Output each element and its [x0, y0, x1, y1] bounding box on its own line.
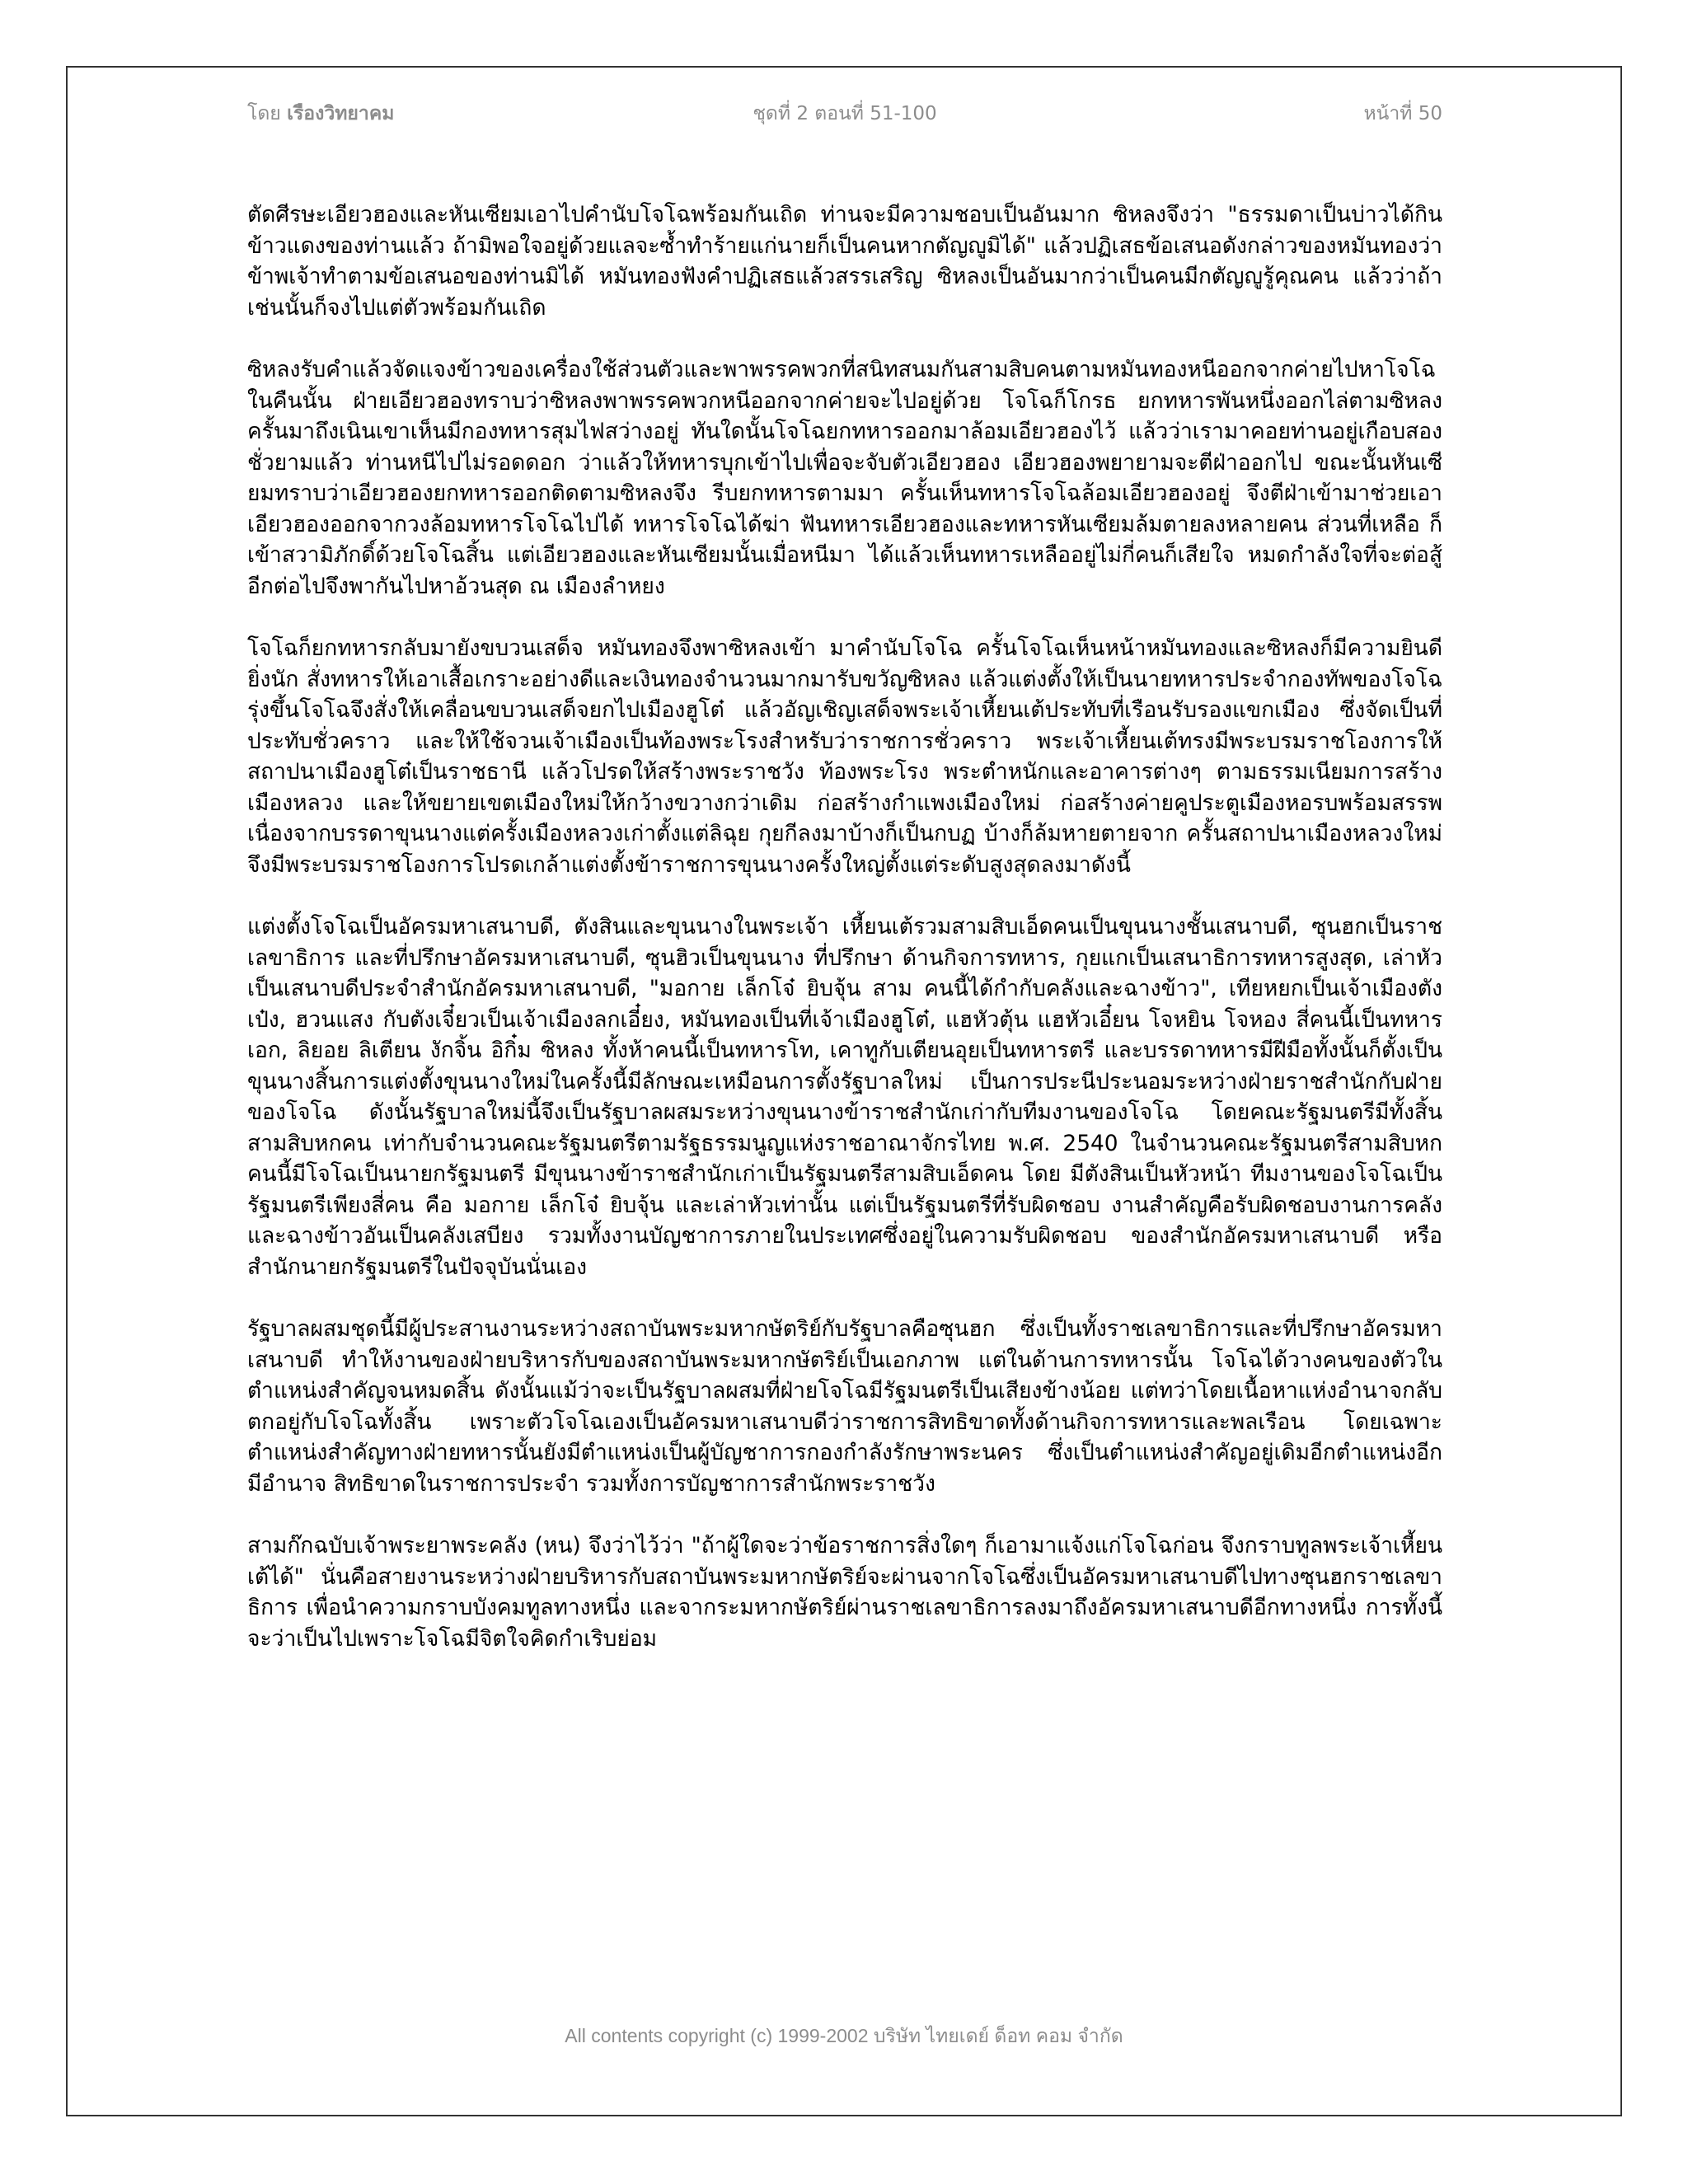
- series-label: ชุดที่ 2 ตอนที่ 51-100: [753, 103, 937, 124]
- paragraph-4: แต่งตั้งโจโฉเป็นอัครมหาเสนาบดี, ตังสินและขุนนางในพระเจ้า เหี้ยนเต้รวมสามสิบเอ็ดคนเป็นขุนนางชั้นเสนาบดี, ซุนฮกเป็นราชเลขาธิการ และที่ปรึกษาอัครมหาเสนาบดี, ซุนฮิวเป็นขุนนาง ที่ปรึกษา ด้านกิจการทหาร, กุยแกเป็นเสนาธิการทหารสูงสุด, เล่าหัวเป็นเสนาบดีประจำสำนักอัครมหาเสนาบดี, "มอกาย เล็กโจ๋ ยิบจุ้น สาม คนนี้ได้กำกับคลังและฉางข้าว", เทียหยกเป็นเจ้าเมืองตังเป๋ง, ฮวนแสง กับตังเจี๋ยวเป็นเจ้าเมืองลกเอี๋ยง, หมันทองเป็นที่เจ้าเมืองฮูโต๋, แฮหัวตุ้น แฮหัวเอี๋ยน โจหยิน โจหอง สี่คนนี้เป็นทหารเอก, ลิยอย ลิเตียน งักจิ้น อิกิ๋ม ซิหลง ทั้งห้าคนนี้เป็นทหารโท, เคาทูกับเตียนอุยเป็นทหารตรี และบรรดาทหารมีฝีมือทั้งนั้นก็ตั้งเป็นขุนนางสิ้นการแต่งตั้งขุนนางใหม่ในครั้งนี้มีลักษณะเหมือนการตั้งรัฐบาลใหม่ เป็นการประนีประนอมระหว่างฝ่ายราชสำนักกับฝ่ายของโจโฉ ดังนั้นรัฐบาลใหม่นี้จึงเป็นรัฐบาลผสมระหว่างขุนนางข้าราชสำนักเก่ากับทีมงานของโจโฉ โดยคณะรัฐมนตรีมีทั้งสิ้นสามสิบหกคน เท่ากับจำนวนคณะรัฐมนตรีตามรัฐธรรมนูญแห่งราชอาณาจักรไทย พ.ศ. 2540 ในจำนวนคณะรัฐมนตรีสามสิบหกคนนี้มีโจโฉเป็นนายกรัฐมนตรี มีขุนนางข้าราชสำนักเก่าเป็นรัฐมนตรีสามสิบเอ็ดคน โดย มีตังสินเป็นหัวหน้า ทีมงานของโจโฉเป็นรัฐมนตรีเพียงสี่คน คือ มอกาย เล็กโจ๋ ยิบจุ้น และเล่าหัวเท่านั้น แต่เป็นรัฐมนตรีที่รับผิดชอบ งานสำคัญคือรับผิดชอบงานการคลังและฉางข้าวอันเป็นคลังเสบียง รวมทั้งงานบัญชาการภายในประเทศซึ่งอยู่ในความรับผิดชอบ ของสำนักอัครมหาเสนาบดี หรือสำนักนายกรัฐมนตรีในปัจจุบันนั่นเอง: [247, 914, 1442, 1280]
- author-name: เรืองวิทยาคม: [287, 103, 395, 124]
- author-prefix: โดย: [247, 103, 281, 124]
- article-body: [247, 199, 1442, 1685]
- paragraph-5: รัฐบาลผสมชุดนี้มีผู้ประสานงานระหว่างสถาบันพระมหากษัตริย์กับรัฐบาลคือซุนฮก ซึ่งเป็นทั้งราชเลขาธิการและที่ปรึกษาอัครมหาเสนาบดี ทำให้งานของฝ่ายบริหารกับของสถาบันพระมหากษัตริย์เป็นเอกภาพ แต่ในด้านการทหารนั้น โจโฉได้วางคนของตัวในตำแหน่งสำคัญจนหมดสิ้น ดังนั้นแม้ว่าจะเป็นรัฐบาลผสมที่ฝ่ายโจโฉมีรัฐมนตรีเป็นเสียงข้างน้อย แต่ทว่าโดยเนื้อหาแห่งอำนาจกลับตกอยู่กับโจโฉทั้งสิ้น เพราะตัวโจโฉเองเป็นอัครมหาเสนาบดีว่าราชการสิทธิขาดทั้งด้านกิจการทหารและพลเรือน โดยเฉพาะตำแหน่งสำคัญทางฝ่ายทหารนั้นยังมีตำแหน่งเป็นผู้บัญชาการกองกำลังรักษาพระนคร ซึ่งเป็นตำแหน่งสำคัญอยู่เดิมอีกตำแหน่งอีก มีอำนาจ สิทธิขาดในราชการประจำ รวมทั้งการบัญชาการสำนักพระราชวัง: [247, 1316, 1442, 1497]
- copyright-footer: All contents copyright (c) 1999-2002 บริษัท ไทยเดย์ ด็อท คอม จำกัด: [565, 2025, 1123, 2046]
- paragraph-3: โจโฉก็ยกทหารกลับมายังขบวนเสด็จ หมันทองจึงพาซิหลงเข้า มาคำนับโจโฉ ครั้นโจโฉเห็นหน้าหมันทองและซิหลงก็มีความยินดียิ่งนัก สั่งทหารให้เอาเสื้อเกราะอย่างดีและเงินทองจำนวนมากมารับขวัญซิหลง แล้วแต่งตั้งให้เป็นนายทหารประจำกองทัพของโจโฉ รุ่งขึ้นโจโฉจึงสั่งให้เคลื่อนขบวนเสด็จยกไปเมืองฮูโต๋ แล้วอัญเชิญเสด็จพระเจ้าเหี้ยนเต้ประทับที่เรือนรับรองแขกเมือง ซึ่งจัดเป็นที่ประทับชั่วคราว และให้ใช้จวนเจ้าเมืองเป็นท้องพระโรงสำหรับว่าราชการชั่วคราว พระเจ้าเหี้ยนเต้ทรงมีพระบรมราชโองการให้สถาปนาเมืองฮูโต๋เป็นราชธานี แล้วโปรดให้สร้างพระราชวัง ท้องพระโรง พระตำหนักและอาคารต่างๆ ตามธรรมเนียมการสร้างเมืองหลวง และให้ขยายเขตเมืองใหม่ให้กว้างขวางกว่าเดิม ก่อสร้างกำแพงเมืองใหม่ ก่อสร้างค่ายคูประตูเมืองหอรบพร้อมสรรพเนื่องจากบรรดาขุนนางแต่ครั้งเมืองหลวงเก่าตั้งแต่ลิฉุย กุยกีลงมาบ้างก็เป็นกบฏ บ้างก็ล้มหายตายจาก ครั้นสถาปนาเมืองหลวงใหม่จึงมีพระบรมราชโองการโปรดเกล้าแต่งตั้งข้าราชการขุนนางครั้งใหญ่ตั้งแต่ระดับสูงสุดลงมาดังนี้: [247, 635, 1442, 878]
- page-header: [247, 99, 1442, 132]
- page-number: หน้าที่ 50: [1363, 103, 1442, 124]
- paragraph-6: สามก๊กฉบับเจ้าพระยาพระคลัง (หน) จึงว่าไว้ว่า "ถ้าผู้ใดจะว่าข้อราชการสิ่งใดๆ ก็เอามาแจ้งแก่โจโฉก่อน จึงกราบทูลพระเจ้าเหี้ยนเต้ได้" นั่นคือสายงานระหว่างฝ่ายบริหารกับสถาบันพระมหากษัตริย์จะผ่านจากโจโฉซึ่งเป็นอัครมหาเสนาบดีไปทางซุนฮกราชเลขาธิการ เพื่อนำความกราบบังคมทูลทางหนึ่ง และจากระมหากษัตริย์ผ่านราชเลขาธิการลงมาถึงอัครมหาเสนาบดีอีกทางหนึ่ง การทั้งนี้จะว่าเป็นไปเพราะโจโฉมีจิตใจคิดกำเริบย่อม: [247, 1533, 1442, 1652]
- paragraph-1: ตัดศีรษะเอียวฮองและหันเซียมเอาไปคำนับโจโฉพร้อมกันเถิด ท่านจะมีความชอบเป็นอันมาก ซิหลงจึงว่า "ธรรมดาเป็นบ่าวได้กินข้าวแดงของท่านแล้ว ถ้ามิพอใจอยู่ด้วยแลจะซ้ำทำร้ายแก่นายก็เป็นคนหากตัญญูมิได้" แล้วปฏิเสธข้อเสนอดังกล่าวของหมันทองว่าข้าพเจ้าทำตามข้อเสนอของท่านมิได้ หมันทองฟังคำปฏิเสธแล้วสรรเสริญ ซิหลงเป็นอันมากว่าเป็นคนมีกตัญญูรู้คุณคน แล้วว่าถ้าเช่นนั้นก็จงไปแต่ตัวพร้อมกันเถิด: [247, 202, 1442, 321]
- paragraph-2: ซิหลงรับคำแล้วจัดแจงข้าวของเครื่องใช้ส่วนตัวและพาพรรคพวกที่สนิทสนมกันสามสิบคนตามหมันทองหนีออกจากค่ายไปหาโจโฉในคืนนั้น ฝ่ายเอียวฮองทราบว่าซิหลงพาพรรคพวกหนีออกจากค่ายจะไปอยู่ด้วย โจโฉก็โกรธ ยกทหารพันหนึ่งออกไล่ตามซิหลง ครั้นมาถึงเนินเขาเห็นมีกองทหารสุมไฟสว่างอยู่ ทันใดนั้นโจโฉยกทหารออกมาล้อมเอียวฮองไว้ แล้วว่าเรามาคอยท่านอยู่เกือบสองชั่วยามแล้ว ท่านหนีไปไม่รอดดอก ว่าแล้วให้ทหารบุกเข้าไปเพื่อจะจับตัวเอียวฮอง เอียวฮองพยายามจะตีฝ่าออกไป ขณะนั้นหันเซียมทราบว่าเอียวฮองยกทหารออกติดตามซิหลงจึง รีบยกทหารตามมา ครั้นเห็นทหารโจโฉล้อมเอียวฮองอยู่ จึงตีฝ่าเข้ามาช่วยเอาเอียวฮองออกจากวงล้อมทหารโจโฉไปได้ ทหารโจโฉได้ฆ่า ฟันทหารเอียวฮองและทหารหันเซียมล้มตายลงหลายคน ส่วนที่เหลือ ก็เข้าสวามิภักดิ์ด้วยโจโฉสิ้น แต่เอียวฮองและหันเซียมนั้นเมื่อหนีมา ได้แล้วเห็นทหารเหลืออยู่ไม่กี่คนก็เสียใจ หมดกำลังใจที่จะต่อสู้อีกต่อไปจึงพากันไปหาอ้วนสุด ณ เมืองลำหยง: [247, 357, 1442, 599]
